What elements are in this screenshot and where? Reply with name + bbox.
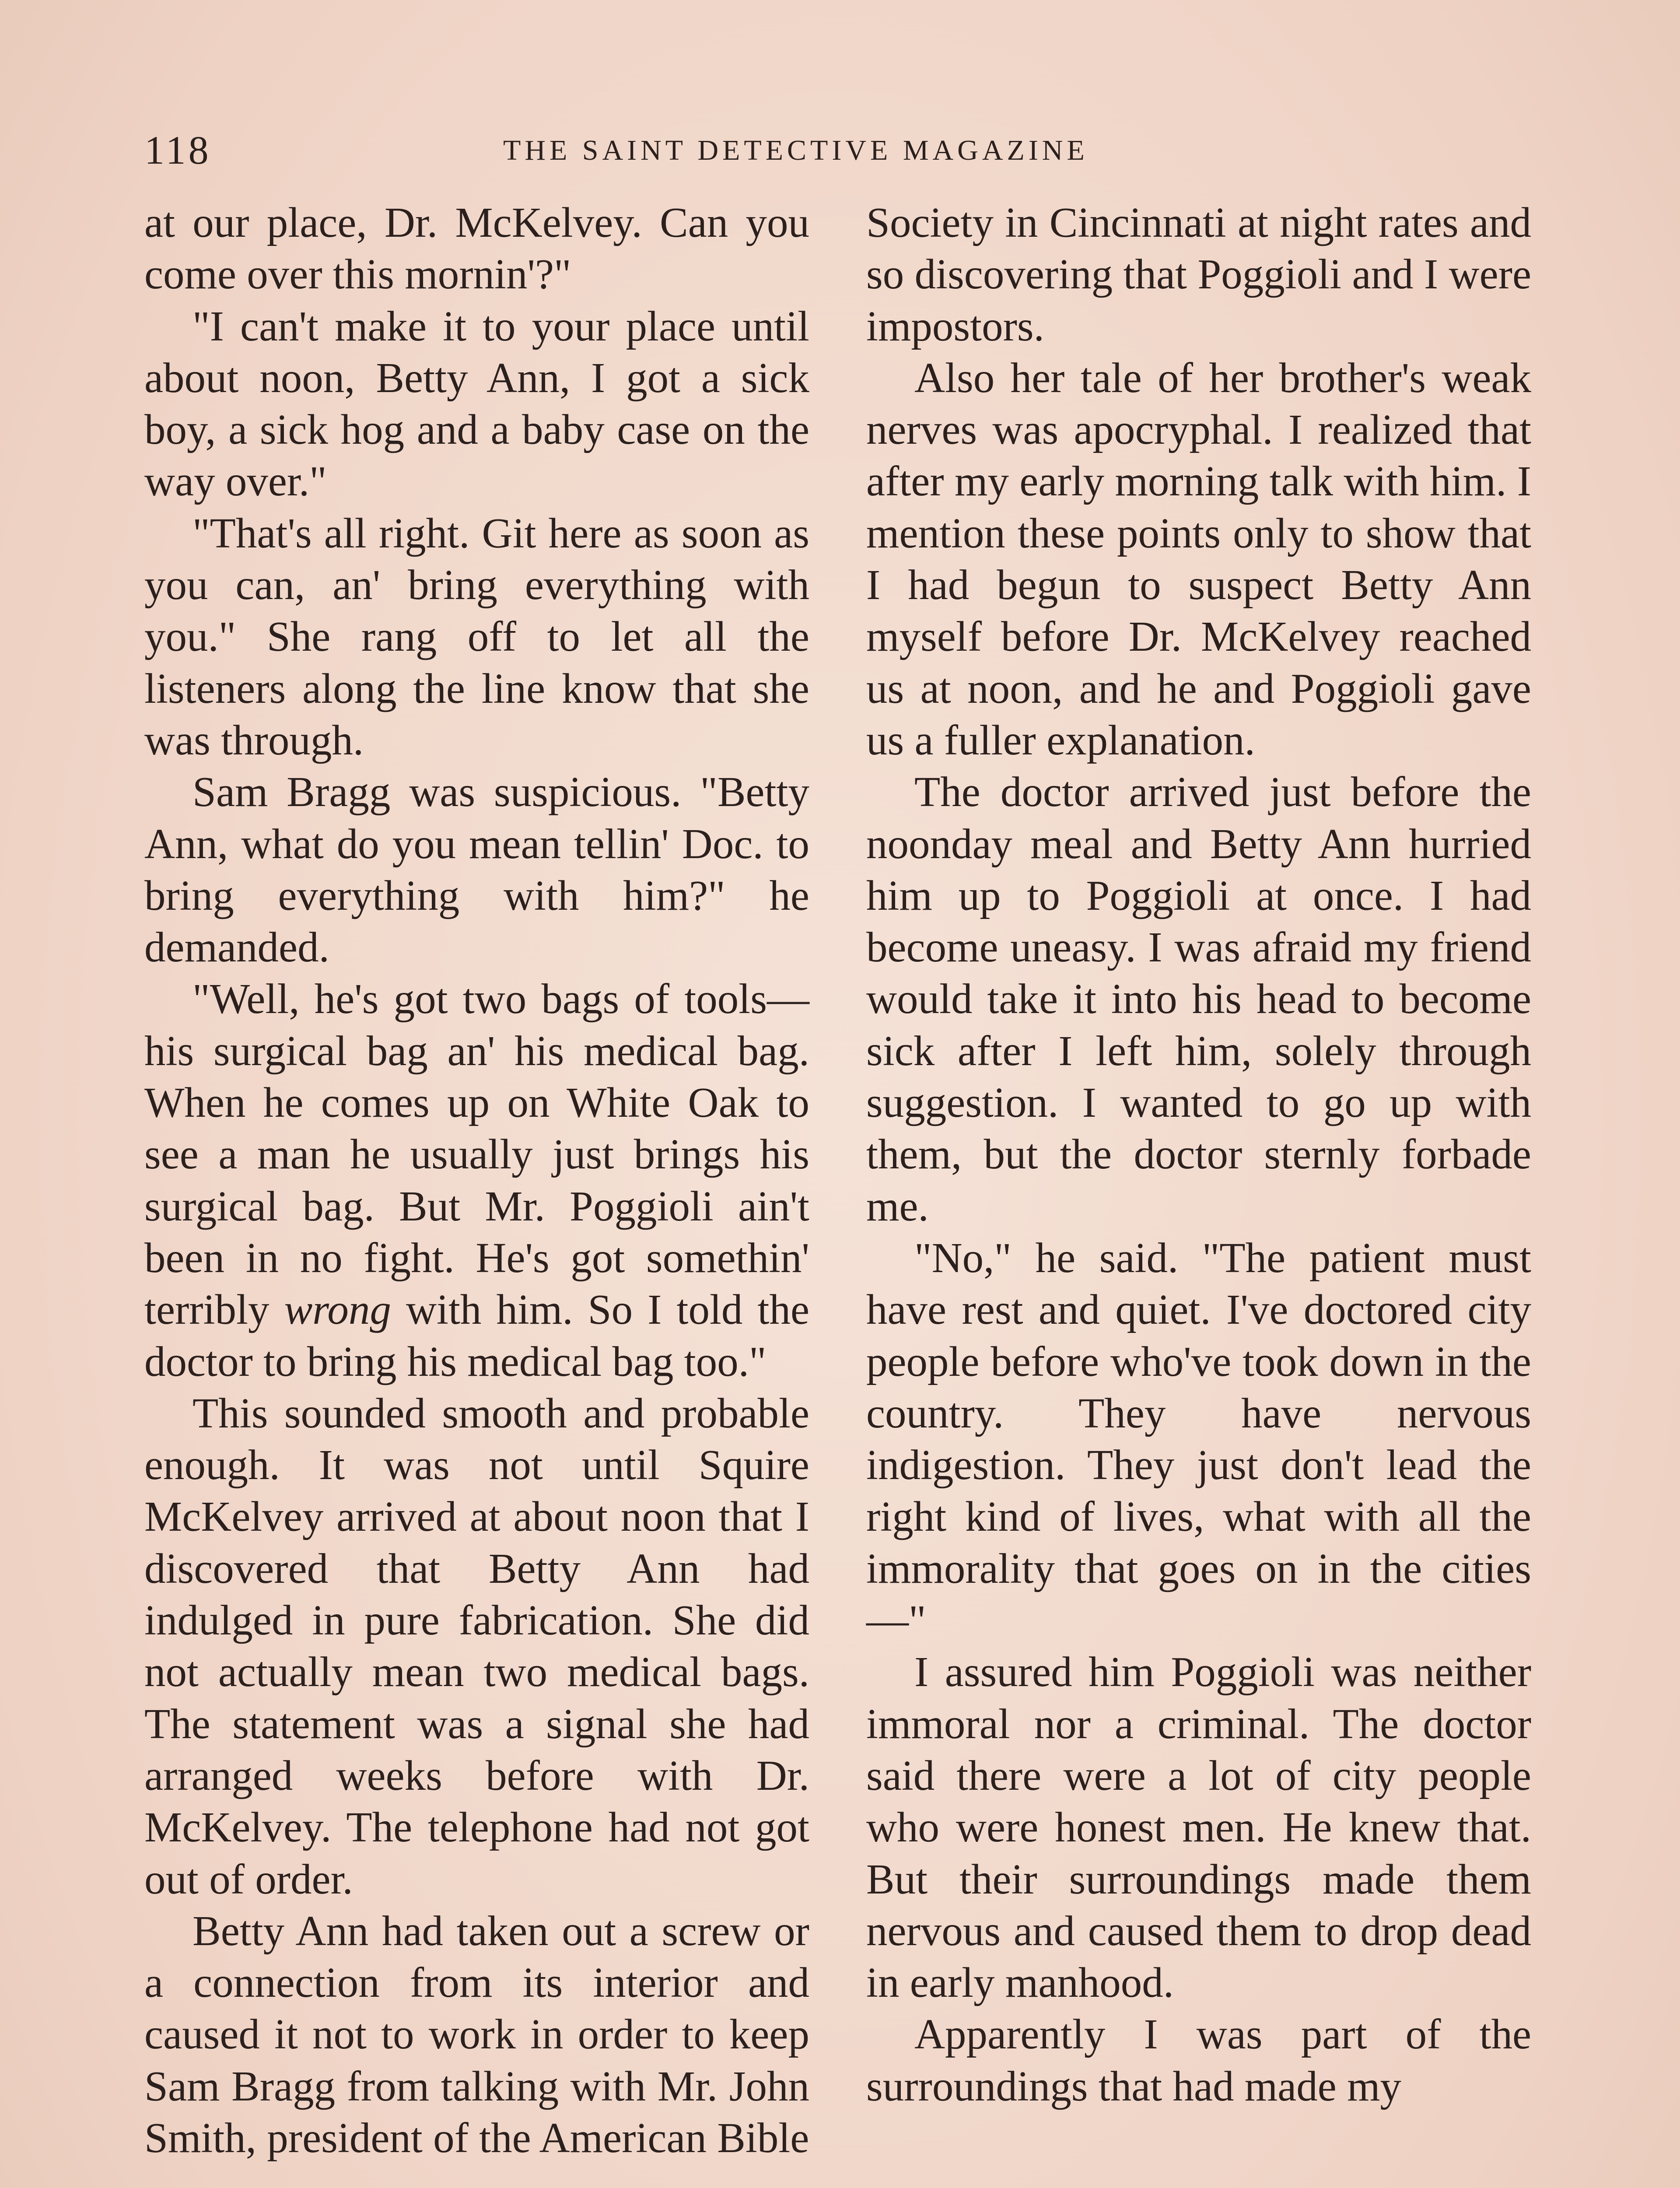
emphasized-word: wrong — [284, 1286, 391, 1333]
left-column — [144, 197, 809, 2164]
paragraph: "No," he said. "The patient must have rest and quiet. I've doctored city people before who've took down in the country. They have nervous indigestion. They just don't lead the right kind of lives, what with all the immorality that goes on in the cities—" — [866, 1234, 1531, 1644]
paragraph: The doctor arrived just before the noonday meal and Betty Ann hurried him up to Poggioli at once. I had become uneasy. I was afraid my friend would take it into his head to become sick after I left him, solely through suggestion. I wanted to go up with them, but the doctor sternly forbade me. — [866, 768, 1531, 1230]
paragraph: This sounded smooth and probable enough. It was not until Squire McKelvey arrived at about noon that I discovered that Betty Ann had indulged in pure fabrication. She did not actually mean two medical bags. The statement was a signal she had arranged weeks before with Dr. McKelvey. The telephone had not got out of order. — [144, 1389, 809, 1903]
paragraph-text: "Well, he's got two bags of tools—his surgical bag an' his medical bag. When he comes up on White Oak to see a man he usually just brings his surgical bag. But Mr. Poggioli ain't been in no fight. He's got somethin' terribly — [144, 975, 809, 1333]
paragraph: Betty Ann had taken out a screw or a connection from its interior and caused it not to work in order to keep Sam Bragg from talking with Mr. John Smith, president of the American Bible — [144, 1907, 809, 2161]
page-number: 118 — [144, 128, 211, 172]
paragraph: Sam Bragg was suspicious. "Betty Ann, what do you mean tellin' Doc. to bring everything with him?" he demanded. — [144, 768, 809, 971]
paragraph: "That's all right. Git here as soon as you can, an' bring everything with you." She rang off to let all the listeners along the line know that she was through. — [144, 509, 809, 764]
paragraph: Society in Cincinnati at night rates and so discovering that Poggioli and I were impostors. — [866, 199, 1531, 350]
paragraph-with-emphasis — [144, 973, 809, 1387]
right-column — [866, 197, 1531, 2112]
paragraph: I assured him Poggioli was neither immoral nor a criminal. The doctor said there were a lot of city people who were honest men. He knew that. But their surroundings made them nervous and caused them to drop dead in early manhood. — [866, 1648, 1531, 2006]
paragraph: Apparently I was part of the surroundings that had made my — [866, 2011, 1531, 2110]
page-header — [144, 127, 1536, 175]
running-head: THE SAINT DETECTIVE MAGAZINE — [503, 134, 1088, 166]
paragraph: at our place, Dr. McKelvey. Can you come over this mornin'?" — [144, 199, 809, 298]
paragraph-text: with him. So I told the doctor to bring his medical bag too." — [144, 1286, 809, 1385]
paragraph: Also her tale of her brother's weak nerves was apocryphal. I realized that after my early morning talk with him. I mention these points only to show that I had begun to suspect Betty Ann myself before Dr. McKelvey reached us at noon, and he and Poggioli gave us a fuller explanation. — [866, 354, 1531, 764]
paragraph: "I can't make it to your place until about noon, Betty Ann, I got a sick boy, a sick hog and a baby case on the way over." — [144, 302, 809, 505]
